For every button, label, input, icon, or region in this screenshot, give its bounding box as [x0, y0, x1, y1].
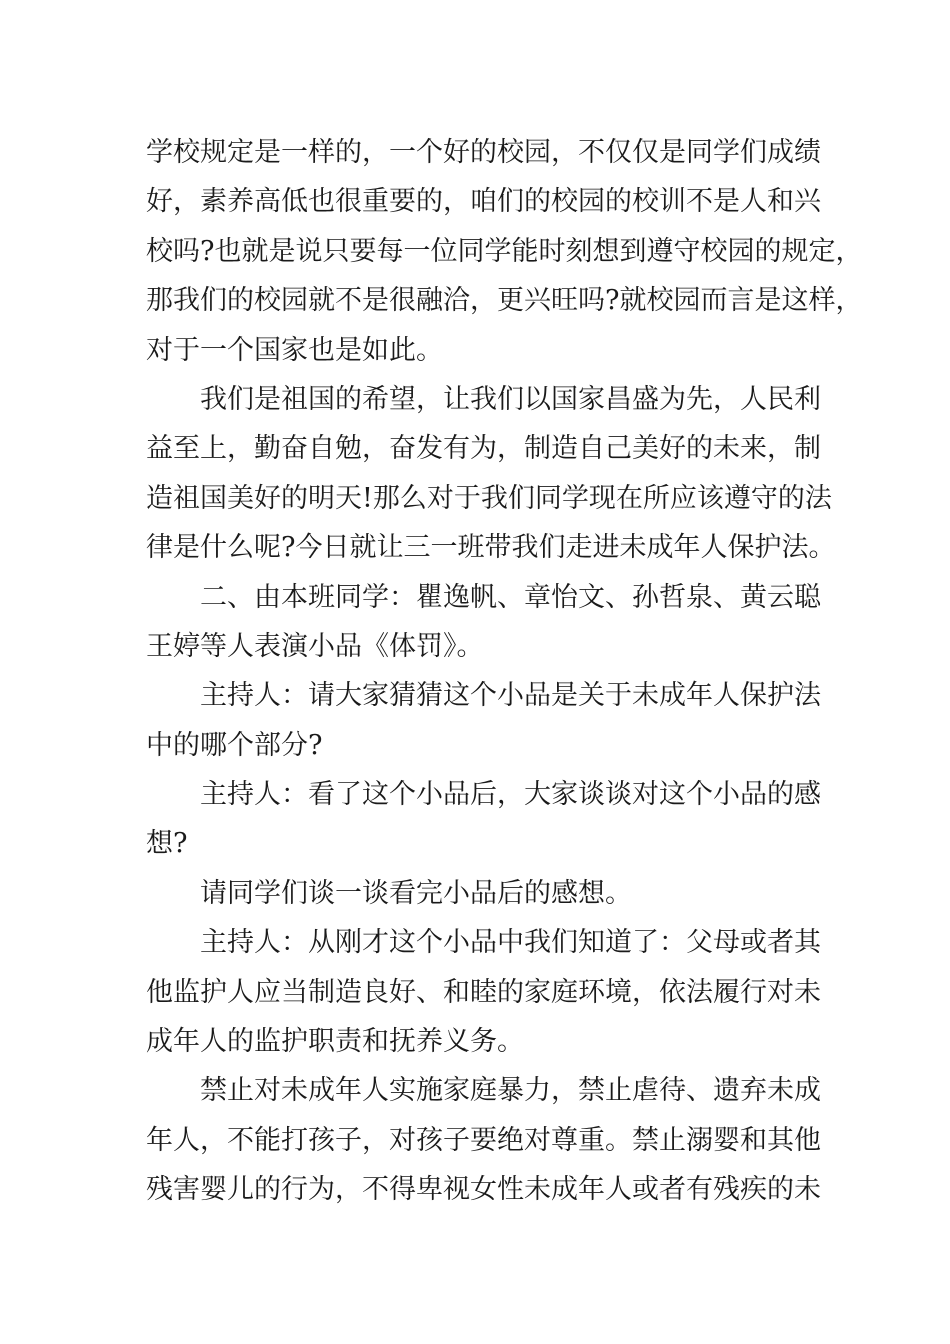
text-line: 他监护人应当制造良好、和睦的家庭环境，依法履行对未	[146, 976, 821, 1008]
document-body	[146, 128, 863, 1215]
paragraph-start-line: 请同学们谈一谈看完小品后的感想。	[200, 877, 632, 909]
paragraph-start-line: 主持人：请大家猜猜这个小品是关于未成年人保护法	[200, 680, 821, 712]
paragraph-start-line: 主持人：从刚才这个小品中我们知道了：父母或者其	[200, 927, 821, 959]
text-line: 造祖国美好的明天!那么对于我们同学现在所应该遵守的法	[146, 482, 832, 514]
text-line: 好，素养高低也很重要的，咱们的校园的校训不是人和兴	[146, 186, 821, 218]
text-line: 中的哪个部分?	[146, 729, 323, 761]
text-line: 想?	[146, 828, 188, 860]
text-line: 校吗?也就是说只要每一位同学能时刻想到遵守校园的规定，	[146, 235, 863, 267]
text-line: 成年人的监护职责和抚养义务。	[146, 1026, 524, 1058]
text-line: 学校规定是一样的，一个好的校园，不仅仅是同学们成绩	[146, 137, 821, 168]
text-line: 益至上，勤奋自勉，奋发有为，制造自己美好的未来，制	[146, 433, 821, 465]
text-line: 王婷等人表演小品《体罚》。	[146, 630, 484, 662]
paragraph-start-line: 禁止对未成年人实施家庭暴力，禁止虐待、遗弃未成	[200, 1075, 821, 1107]
paragraph-start-line: 主持人：看了这个小品后，大家谈谈对这个小品的感	[200, 779, 821, 811]
text-line: 律是什么呢?今日就让三一班带我们走进未成年人保护法。	[146, 532, 836, 564]
text-line: 残害婴儿的行为，不得卑视女性未成年人或者有残疾的未	[146, 1174, 821, 1206]
text-line: 年人，不能打孩子，对孩子要绝对尊重。禁止溺婴和其他	[146, 1124, 821, 1156]
text-line: 对于一个国家也是如此。	[146, 334, 443, 366]
paragraph-start-line: 我们是祖国的希望，让我们以国家昌盛为先，人民利	[200, 383, 821, 415]
text-line: 那我们的校园就不是很融洽，更兴旺吗?就校园而言是这样，	[146, 285, 863, 317]
paragraph-start-line: 二、由本班同学：瞿逸帆、章怡文、孙哲泉、黄云聪	[200, 581, 821, 613]
